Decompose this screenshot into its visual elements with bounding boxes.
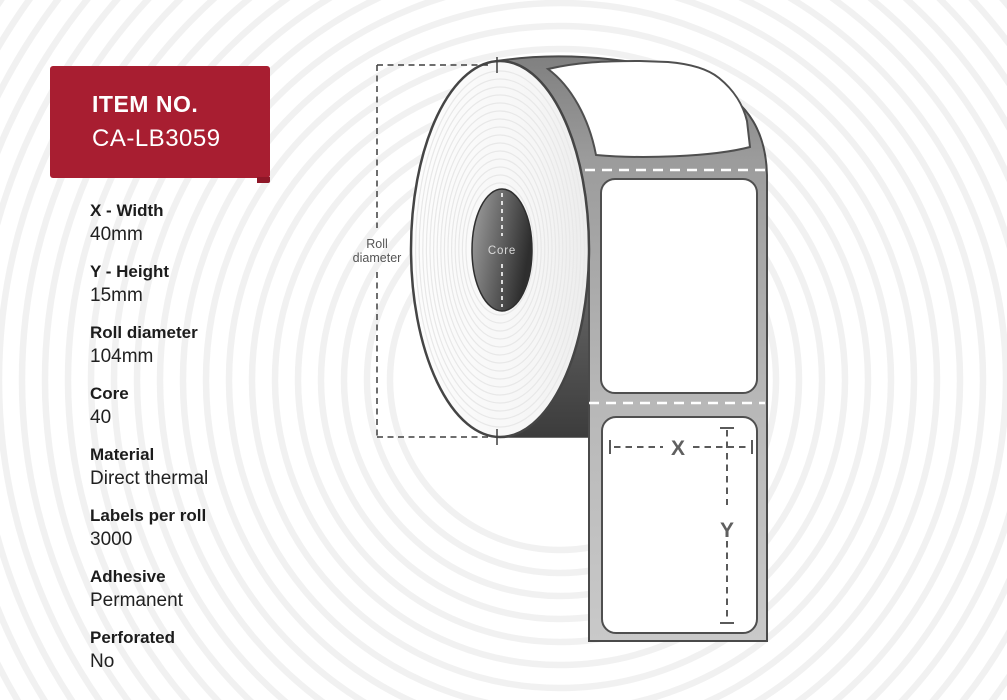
badge-corner-notch <box>257 177 270 183</box>
spec-value: 15mm <box>90 285 143 306</box>
width-dim-label: X <box>670 437 686 460</box>
spec-label: Y - Height <box>90 262 170 281</box>
spec-row-height <box>90 260 208 308</box>
label-roll-diagram <box>330 28 800 660</box>
spec-label: Roll diameter <box>90 323 198 342</box>
spec-label: Core <box>90 384 129 403</box>
spec-value: 3000 <box>90 529 133 550</box>
label-sticker-middle <box>601 179 757 393</box>
item-number-badge <box>50 66 270 178</box>
spec-row-width <box>90 199 208 247</box>
spec-label: Material <box>90 445 155 464</box>
badge-item-code: CA-LB3059 <box>92 125 221 152</box>
spec-value: Permanent <box>90 590 183 611</box>
spec-value: Direct thermal <box>90 468 209 489</box>
height-dim-label: Y <box>719 519 735 542</box>
roll-diameter-label-line1: Roll <box>366 237 388 251</box>
spec-value: 104mm <box>90 346 154 367</box>
spec-value: 40 <box>90 407 112 428</box>
spec-row-material <box>90 443 208 491</box>
spec-label: Adhesive <box>90 567 166 586</box>
spec-value: No <box>90 651 115 672</box>
spec-label: Labels per roll <box>90 506 207 525</box>
label-roll-illustration <box>330 28 800 660</box>
badge-title: ITEM NO. <box>92 91 199 117</box>
spec-label: X - Width <box>90 201 164 220</box>
spec-row-roll-diameter <box>90 321 208 369</box>
spec-row-core <box>90 382 208 430</box>
spec-row-adhesive <box>90 565 208 613</box>
spec-value: 40mm <box>90 224 143 245</box>
spec-row-perforated <box>90 626 208 674</box>
core-label: Core <box>487 245 517 257</box>
roll-diameter-label-line2: diameter <box>352 251 402 265</box>
spec-list <box>90 199 208 687</box>
spec-label: Perforated <box>90 628 176 647</box>
spec-row-labels-per-roll <box>90 504 208 552</box>
